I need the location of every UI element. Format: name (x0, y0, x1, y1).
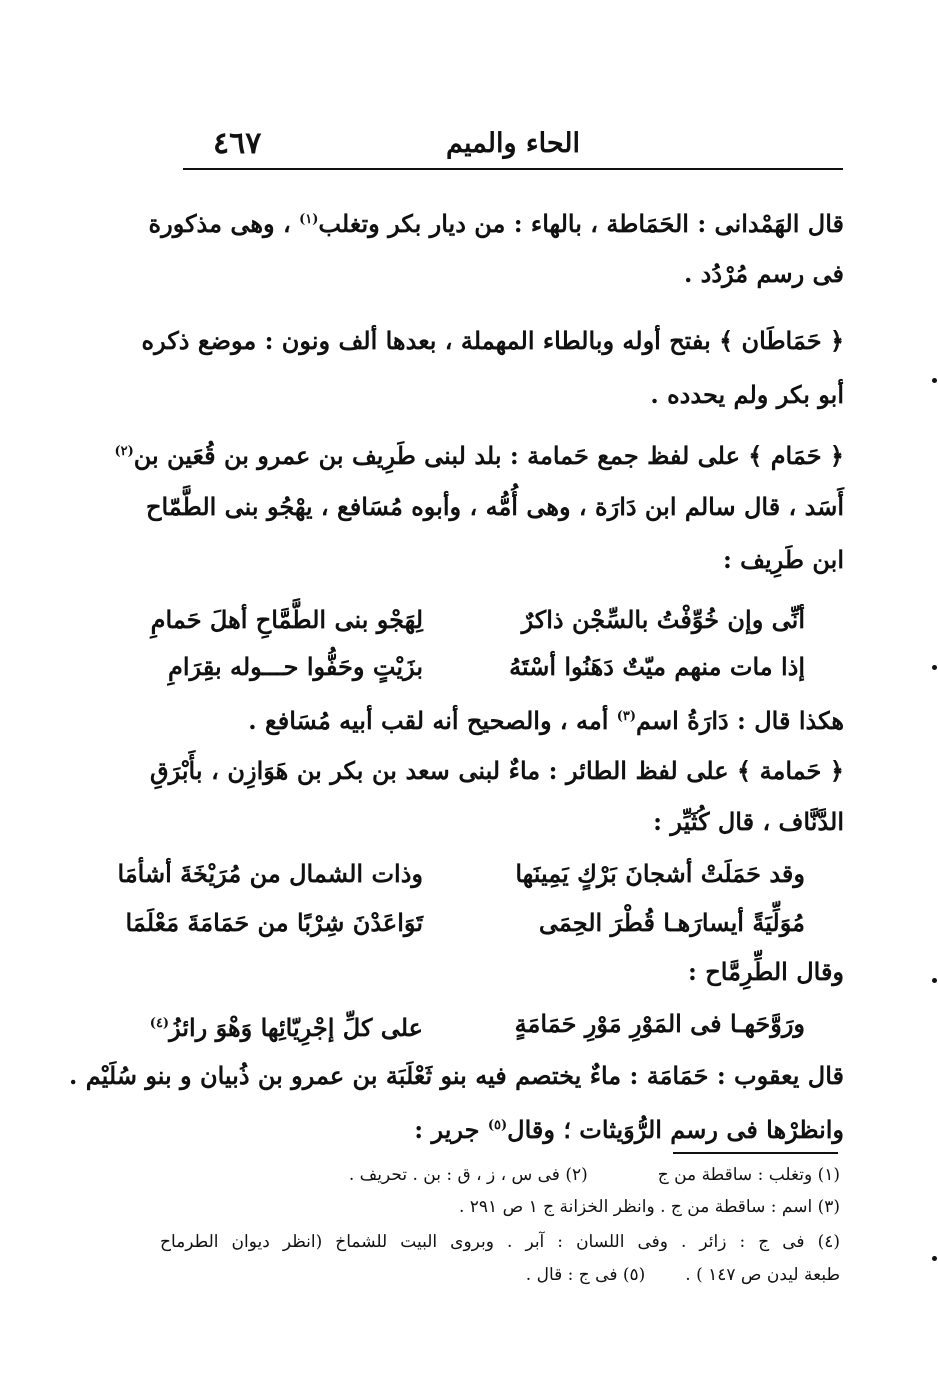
footnote-4-continued: طبعة ليدن ص ١٤٧ ) . (685, 1265, 840, 1285)
body-line: وانظرْها فى رسم الرُّوَيثات ؛ وقال$^{(٥)}$ جرير : (414, 1115, 844, 1144)
footnote-rule (673, 1152, 838, 1154)
footnote-line (160, 1162, 840, 1188)
verse-hemistich: أنِّى وإن خُوِّفْتُ بالسِّجْن ذاكرٌ (521, 605, 805, 634)
body-line: ابن طَرِيف : (722, 545, 844, 574)
footnote-2: (٢) فى س ، ز ، ق : بن . تحريف . (348, 1165, 588, 1185)
footnote-3: (٣) اسم : ساقطة من ج . وانظر الخزانة ج ١ ص ٢٩١ . (458, 1197, 840, 1217)
verse-hemistich: ورَوَّحَهـا فى المَوْرِ مَوْرِ حَمَامَةٍ (514, 1009, 805, 1038)
body-line: ﴿ حَمامة ﴾ على لفظ الطائر : ماءٌ لبنى سعد بن بكر بن هَوَازِن ، بأَبْرَقِ (150, 756, 844, 785)
page-header (183, 126, 843, 170)
footnote-ref: (٢) (114, 444, 134, 459)
footnote-ref: (٤) (149, 1016, 170, 1031)
body-line: قال يعقوب : حَمَامَة : ماءٌ يختصم فيه بنو ثَعْلَبَة بن عمرو بن ذُبيان و بنو سُلَيْم . (69, 1061, 844, 1090)
scan-speck (932, 665, 937, 670)
body-line: ﴿ حَمَام ﴾ على لفظ جمع حَمامة : بلد لبنى طَرِيف بن عمرو بن قُعَين بن$^{(٢)}$ (114, 441, 844, 470)
verse-hemistich: بزَيْتٍ وحَفُّوا حـــوله بقِرَامِ (168, 652, 423, 681)
body-line: ﴿ حَمَاطَان ﴾ بفتح أوله وبالطاء المهملة ، بعدها ألف ونون : موضع ذكره (141, 326, 844, 355)
footnote-4: (٤) فى ج : زائر . وفى اللسان : آبر . وبروى البيت للشماخ (انظر ديوان الطرماح (160, 1232, 840, 1252)
scan-speck (932, 1256, 937, 1261)
body-line: الدَّنَّاف ، قال كُثَيِّر : (653, 807, 844, 836)
body-line: فى رسم مُرْدُد . (683, 259, 844, 288)
verse-hemistich: مُوَلِّيَةً أيسارَهـا قُطْرَ الحِمَى (538, 908, 805, 937)
verse-hemistich: تَوَاعَدْنَ شِرْبًا من حَمَامَةَ مَعْلَمَا (125, 908, 423, 937)
body-line: وقال الطِّرِمَّاح : (688, 957, 844, 986)
scan-speck (932, 378, 937, 383)
body-line: أبو بكر ولم يحدده . (650, 380, 844, 409)
footnote-5: (٥) فى ج : قال . (525, 1265, 646, 1285)
body-line: هكذا قال : دَارَةُ اسم$^{(٣)}$ أمه ، والصحيح أنه لقب أبيه مُسَافع . (248, 706, 844, 735)
verse-hemistich: وذات الشمال من مُرَيْخَةَ أشأمَا (117, 859, 423, 888)
verse-hemistich: لِهَجْو بنى الطَّمَّاحِ أهلَ حَمامِ (150, 605, 423, 634)
footnote-ref: (٣) (616, 709, 637, 724)
body-line: قال الهَمْدانى : الحَمَاطة ، بالهاء : من ديار بكر وتغلب$^{(١)}$ ، وهى مذكورة (148, 209, 844, 238)
scan-speck (932, 978, 937, 983)
footnote-ref: (١) (299, 212, 319, 227)
verse-hemistich: على كلِّ إجْرِيّائِها وَهْوَ رائزُ$^{(٤)}$ (149, 1013, 423, 1042)
footnote-1: (١) وتغلب : ساقطة من ج (657, 1165, 840, 1185)
footnote-ref: (٥) (487, 1118, 508, 1133)
body-line: أَسَد ، قال سالم ابن دَارَة ، وهى أُمُّه ، وأبوه مُسَافع ، يهْجُو بنى الطَّمّاح (145, 492, 844, 521)
verse-hemistich: وقد حَمَلَتْ أشجانَ بَرْكٍ يَمِينَها (515, 859, 805, 888)
footnote-line (160, 1262, 840, 1288)
verse-hemistich: إذا مات منهم ميّتٌ دَهَنُوا أسْتَهُ (509, 652, 805, 681)
running-title: الحاء والميم (446, 128, 580, 159)
page-number: ٤٦٧ (213, 126, 262, 161)
